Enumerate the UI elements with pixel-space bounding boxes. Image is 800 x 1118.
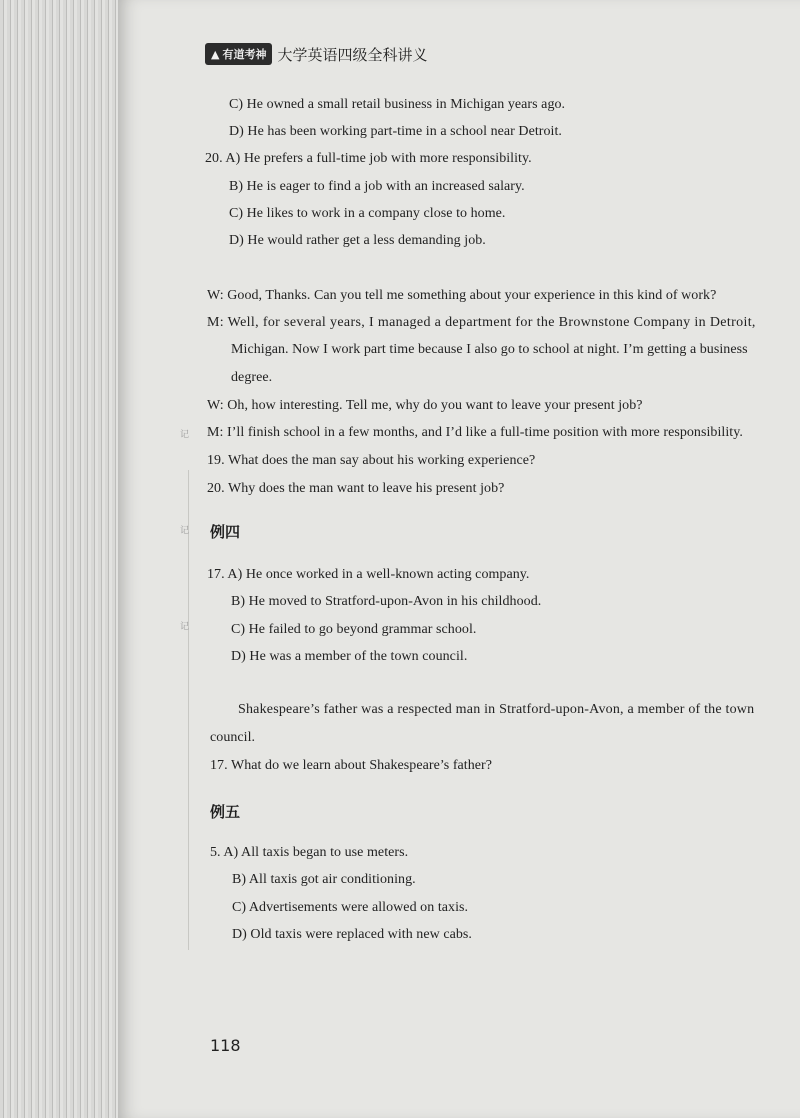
- page-stack-edges: [0, 0, 130, 1118]
- example-heading: 例五: [210, 803, 241, 821]
- option-line: D) He was a member of the town council.: [231, 649, 468, 664]
- question-line: 17. What do we learn about Shakespeare’s father?: [210, 758, 493, 773]
- passage-line: Shakespeare’s father was a respected man in Stratford-upon-Avon, a member of the town: [238, 702, 755, 717]
- question-line: 5. A) All taxis began to use meters.: [210, 845, 409, 860]
- brand-logo-text: 有道考神: [222, 48, 267, 61]
- book-icon: ▲: [211, 47, 220, 61]
- margin-rule: [188, 470, 189, 950]
- question-line: 19. What does the man say about his working experience?: [207, 453, 536, 468]
- dialogue-line: M: I’ll finish school in a few months, and I’d like a full-time position with more responsibility.: [207, 425, 743, 440]
- dialogue-line: W: Oh, how interesting. Tell me, why do you want to leave your present job?: [207, 398, 643, 413]
- option-line: C) He likes to work in a company close to home.: [229, 206, 506, 221]
- dialogue-line: M: Well, for several years, I managed a department for the Brownstone Company in Detroit,: [207, 315, 756, 330]
- example-heading: 例四: [210, 523, 241, 541]
- passage-line: council.: [210, 730, 256, 745]
- margin-note-mark: 记: [180, 526, 190, 536]
- book-page: [118, 0, 800, 1118]
- dialogue-line: degree.: [231, 370, 273, 385]
- margin-note-mark: 记: [180, 430, 190, 440]
- header-title: 大学英语四级全科讲义: [277, 45, 428, 64]
- dialogue-line: W: Good, Thanks. Can you tell me something about your experience in this kind of work?: [207, 288, 717, 303]
- dialogue-line: Michigan. Now I work part time because I also go to school at night. I’m getting a business: [231, 342, 748, 357]
- option-line: C) Advertisements were allowed on taxis.: [232, 900, 469, 915]
- question-line: 17. A) He once worked in a well-known acting company.: [207, 567, 530, 582]
- option-line: B) All taxis got air conditioning.: [232, 872, 416, 887]
- option-line: D) He has been working part-time in a school near Detroit.: [229, 124, 562, 139]
- question-line: 20. A) He prefers a full-time job with more responsibility.: [205, 151, 532, 166]
- question-line: 20. Why does the man want to leave his present job?: [207, 481, 505, 496]
- option-line: D) He would rather get a less demanding job.: [229, 233, 486, 248]
- option-line: D) Old taxis were replaced with new cabs.: [232, 927, 472, 942]
- option-line: B) He is eager to find a job with an increased salary.: [229, 179, 525, 194]
- option-line: B) He moved to Stratford-upon-Avon in his childhood.: [231, 594, 542, 609]
- brand-logo: [205, 43, 272, 65]
- option-line: C) He owned a small retail business in Michigan years ago.: [229, 97, 566, 112]
- margin-note-mark: 记: [180, 622, 190, 632]
- page-number: 118: [210, 1036, 241, 1055]
- option-line: C) He failed to go beyond grammar school.: [231, 622, 477, 637]
- page-header: [205, 43, 427, 65]
